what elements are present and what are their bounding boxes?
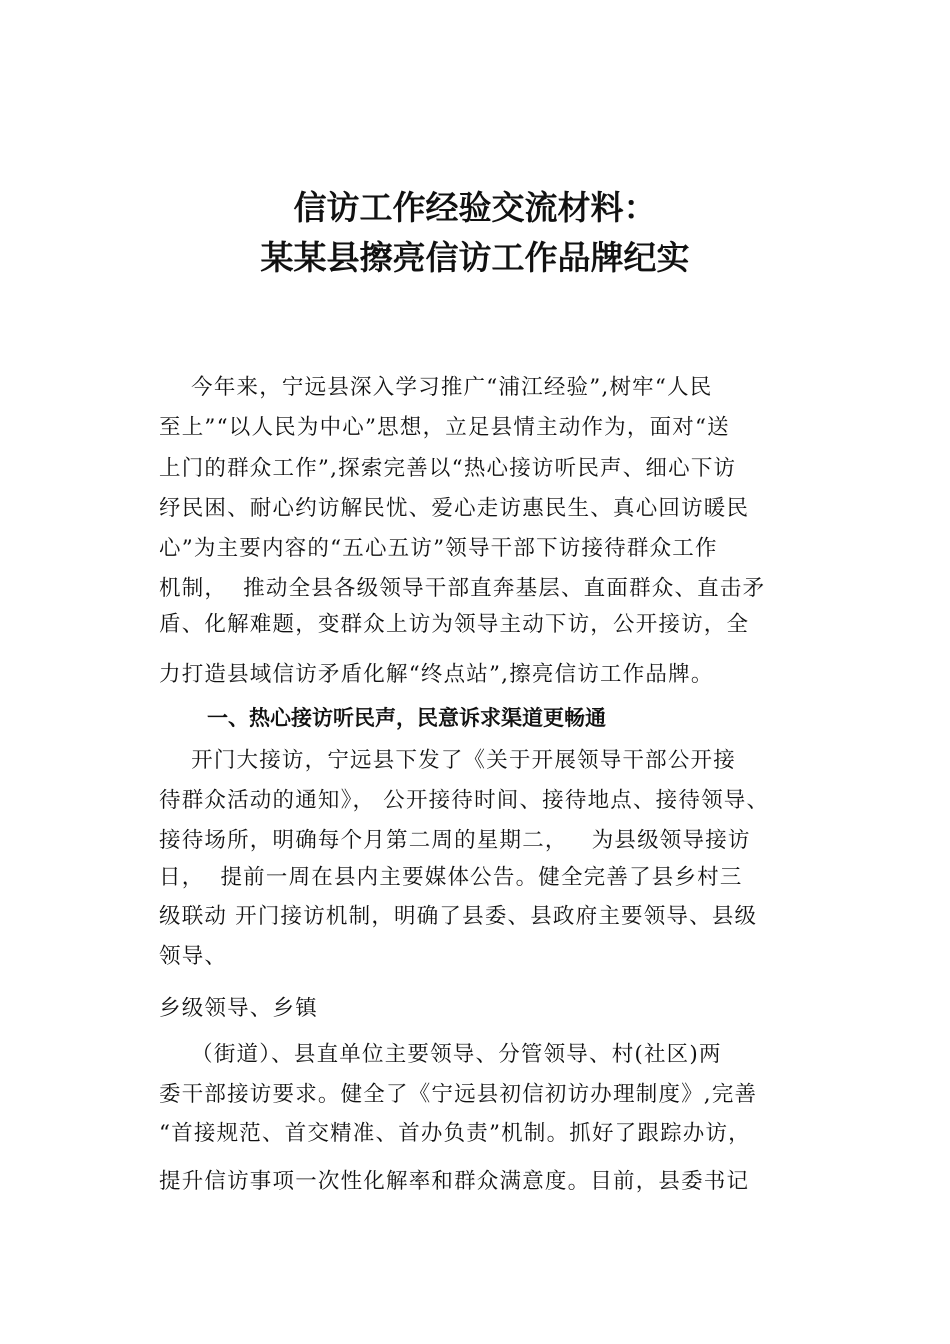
intro-paragraph-line: 力打造县域信访矛盾化解“终点站”,擦亮信访工作品牌。: [159, 662, 714, 687]
section-1-paragraph-line: 待群众活动的通知》， 公开接待时间、接待地点、接待领导、: [159, 788, 770, 813]
section-1-paragraph-line: 提升信访事项一次性化解率和群众满意度。目前，县委书记: [159, 1169, 750, 1194]
section-1-paragraph-line: 乡级领导、乡镇: [159, 996, 318, 1021]
intro-paragraph-line: 心”为主要内容的“五心五访”领导干部下访接待群众工作: [159, 536, 718, 561]
section-1-paragraph-line: 接待场所，明确每个月第二周的星期二， 为县级领导接访: [159, 828, 751, 853]
intro-paragraph-line: 机制， 推动全县各级领导干部直奔基层、直面群众、直击矛: [159, 576, 766, 601]
intro-paragraph-line: 上门的群众工作”,探索完善以“热心接访听民声、细心下访: [159, 456, 737, 481]
section-1-paragraph-line: （街道）、县直单位主要领导、分管领导、村(社区)两: [159, 1042, 722, 1067]
section-1-paragraph-line: 级联动 开门接访机制，明确了县委、县政府主要领导、县级: [159, 904, 758, 929]
section-1-paragraph-line: 日， 提前一周在县内主要媒体公告。健全完善了县乡村三: [159, 865, 743, 890]
document-title-line-2: 某某县擦亮信访工作品牌纪实: [260, 238, 690, 277]
intro-paragraph-line: 盾、化解难题，变群众上访为领导主动下访，公开接访，全: [159, 612, 750, 637]
section-1-heading: 一、热心接访听民声，民意诉求渠道更畅通: [207, 706, 606, 730]
intro-paragraph-line: 今年来，宁远县深入学习推广“浦江经验”,树牢“人民: [159, 375, 713, 400]
section-1-paragraph-line: 委干部接访要求。健全了《宁远县初信初访办理制度》,完善: [159, 1082, 758, 1107]
section-1-paragraph-line: 领导、: [159, 944, 228, 969]
section-1-paragraph-line: 开门大接访，宁远县下发了《关于开展领导干部公开接: [159, 748, 736, 773]
intro-paragraph-line: 纾民困、耐心约访解民忧、爱心走访惠民生、真心回访暖民: [159, 496, 750, 521]
section-1-paragraph-line: “首接规范、首交精准、首办负责”机制。抓好了跟踪办访，: [159, 1121, 751, 1146]
document-title-line-1: 信访工作经验交流材料：: [293, 188, 657, 227]
intro-paragraph-line: 至上”“以人民为中心”思想，立足县情主动作为，面对“送: [159, 415, 730, 440]
